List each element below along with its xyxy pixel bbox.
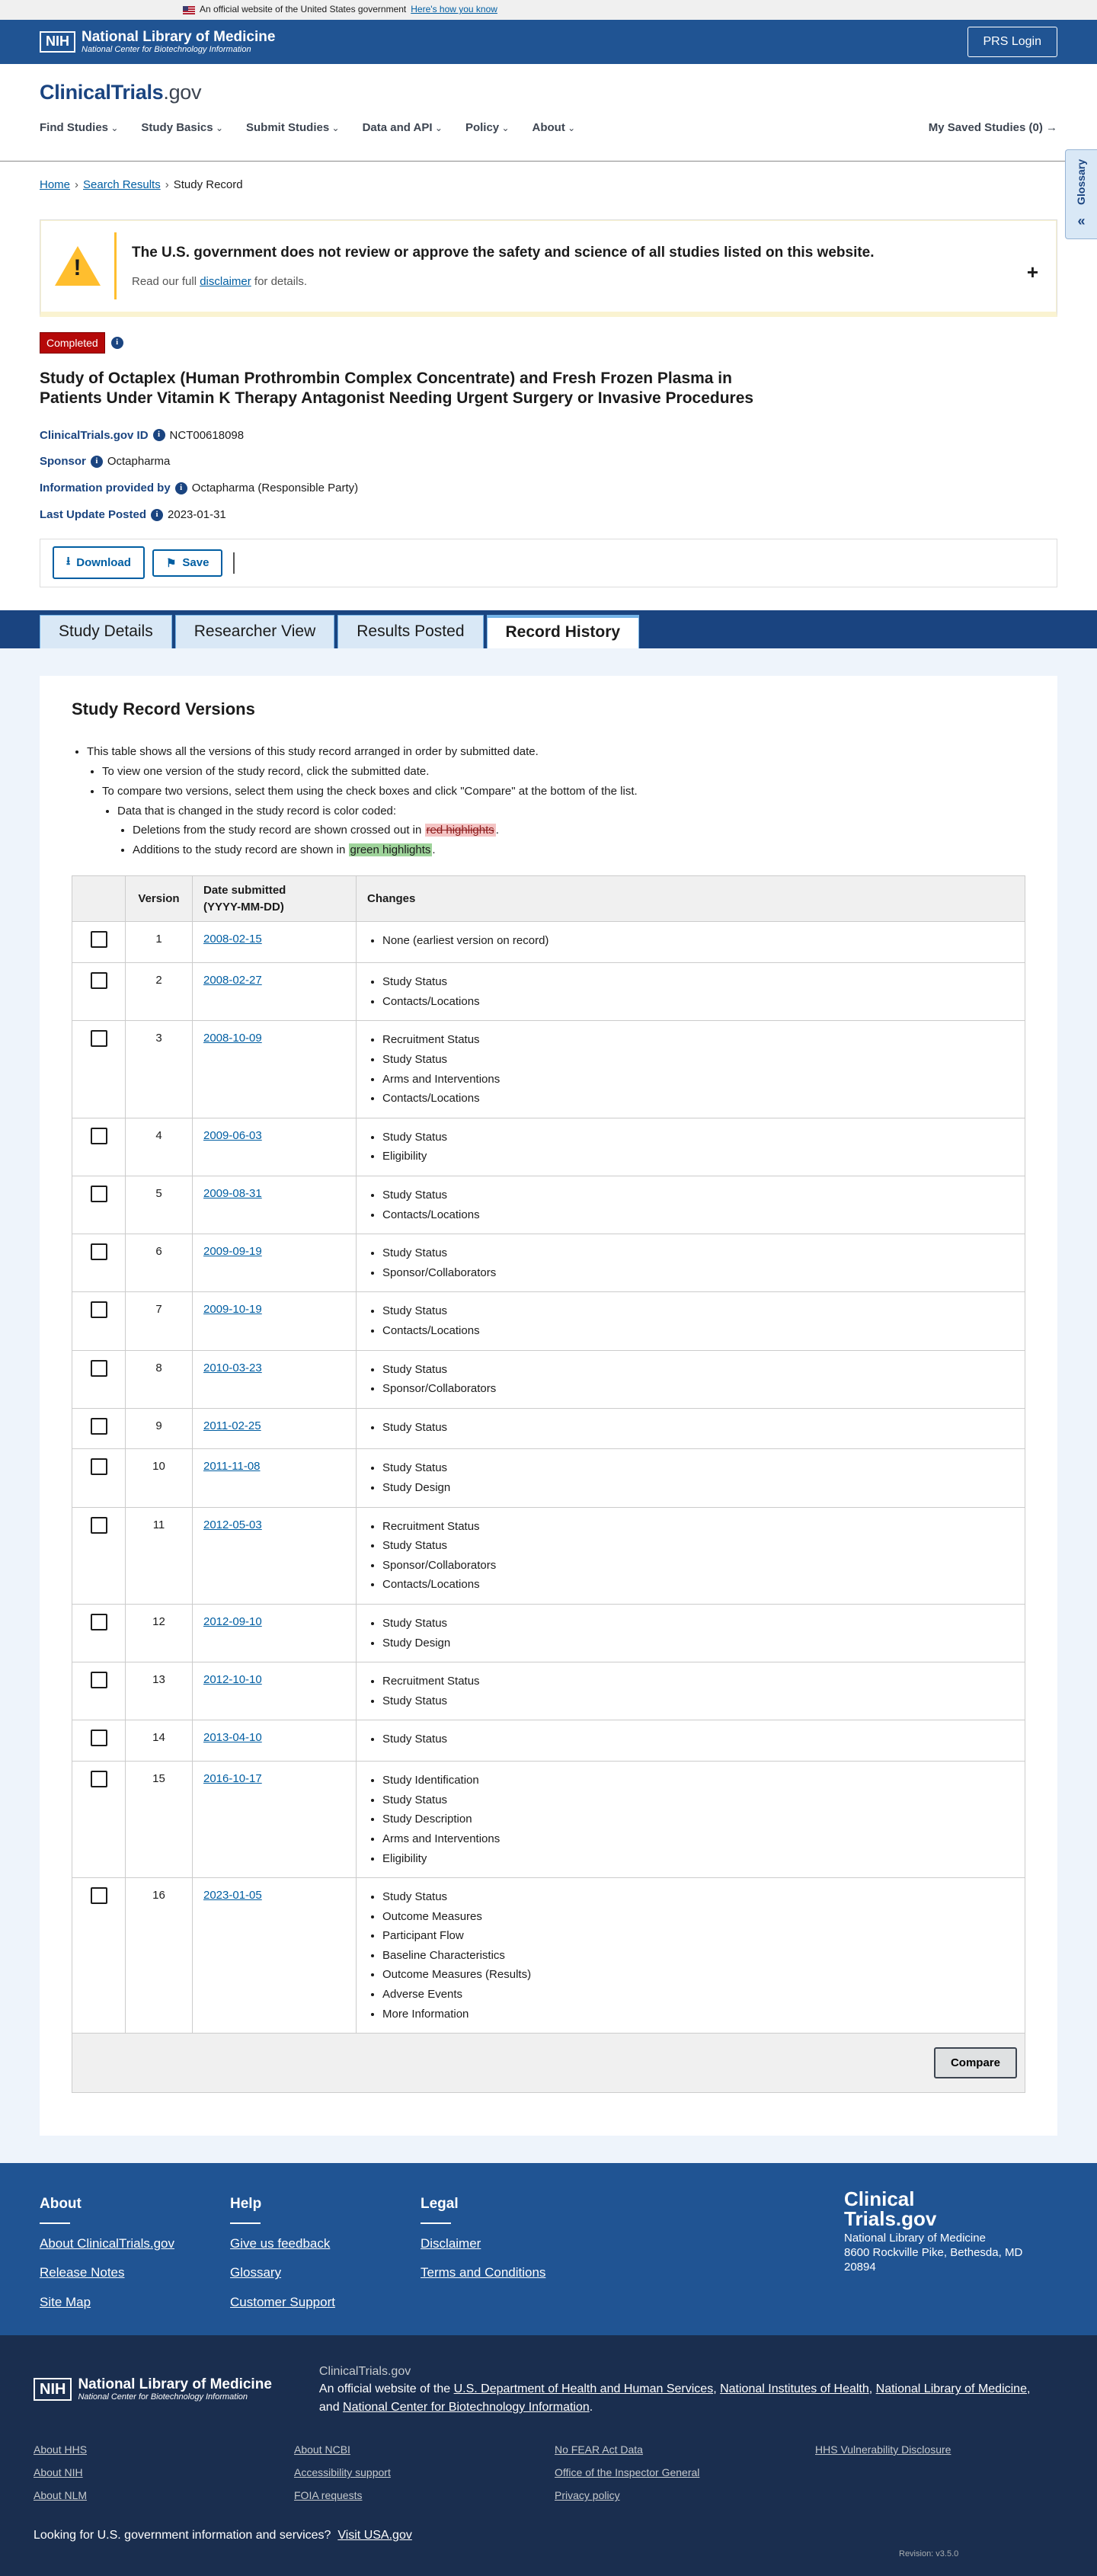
version-date-link[interactable]: 2011-02-25 — [203, 1419, 261, 1432]
change-item: • Study Status — [382, 972, 1014, 992]
version-date-link[interactable]: 2009-06-03 — [203, 1128, 262, 1142]
change-item: • Sponsor/Collaborators — [382, 1379, 1014, 1399]
my-saved-studies-link[interactable]: My Saved Studies (0) → — [928, 121, 1057, 135]
footer-link[interactable]: Site Map — [40, 2295, 91, 2310]
info-icon[interactable]: i — [151, 509, 163, 521]
change-item: • Study Status — [382, 1418, 1014, 1438]
study-title: Study of Octaplex (Human Prothrombin Complex Concentrate) and Fresh Frozen Plasma in Patients Under Vitamin K Therapy Antagonist Needing Urgent Surgery or Invasive Procedures — [40, 370, 754, 408]
table-footer — [72, 2034, 1025, 2093]
footer-link[interactable]: Give us feedback — [230, 2235, 331, 2251]
version-checkbox[interactable] — [91, 1243, 107, 1260]
table-row — [72, 1021, 1025, 1118]
footer-gov-link[interactable]: FOIA requests — [294, 2489, 363, 2502]
footer-gov-link[interactable]: No FEAR Act Data — [555, 2443, 643, 2456]
tab-results-posted[interactable]: Results Posted — [337, 615, 483, 648]
footer-org: Clinical Trials.gov National Library of Medicine 8600 Rockville Pike, Bethesda, MD 20894 — [844, 2189, 1042, 2274]
change-item: • Recruitment Status — [382, 1030, 1014, 1050]
meta-row — [40, 453, 1057, 470]
col-version: Version — [126, 875, 193, 922]
footer-gov-link[interactable]: About NCBI — [294, 2443, 350, 2456]
info-icon[interactable]: i — [153, 429, 165, 441]
table-row — [72, 1720, 1025, 1762]
gov-banner-text: An official website of the United States government — [200, 4, 407, 15]
record-history-panel — [0, 648, 1097, 2164]
status-row — [0, 317, 1097, 354]
changes-list — [367, 1672, 1014, 1710]
meta-row — [40, 427, 1057, 444]
save-button[interactable]: ⚑ Save — [152, 549, 223, 577]
version-date-link[interactable]: 2012-10-10 — [203, 1673, 262, 1687]
version-checkbox[interactable] — [91, 931, 107, 948]
footer-link[interactable]: Disclaimer — [421, 2235, 481, 2251]
divider — [233, 552, 235, 574]
us-flag-icon — [183, 6, 195, 14]
nav-data-and-api[interactable]: Data and API ⌄ — [363, 120, 443, 136]
expand-alert-icon[interactable]: + — [1026, 260, 1038, 283]
change-item: • Study Description — [382, 1810, 1014, 1829]
footer-gov-link[interactable]: About HHS — [34, 2443, 88, 2456]
version-checkbox[interactable] — [91, 1771, 107, 1787]
changes-list — [367, 1458, 1014, 1497]
footer-gov-link[interactable]: Office of the Inspector General — [555, 2466, 700, 2479]
nih-link[interactable]: National Institutes of Health — [720, 2382, 869, 2396]
footer-ct-logo[interactable]: Clinical Trials.gov — [844, 2187, 937, 2231]
nlm-logo[interactable] — [40, 30, 275, 54]
changes-list — [367, 1030, 1014, 1108]
alert-heading: The U.S. government does not review or approve the safety and science of all studies listed on this website. — [132, 244, 875, 261]
nlm-title: National Library of Medicine — [82, 28, 276, 45]
change-item: • Study Status — [382, 1050, 1014, 1070]
version-date-link[interactable]: 2008-02-27 — [203, 974, 262, 987]
version-number: 5 — [126, 1176, 193, 1234]
change-item: • Study Status — [382, 1730, 1014, 1749]
footer-link[interactable]: About ClinicalTrials.gov — [40, 2235, 174, 2251]
changes-list — [367, 1301, 1014, 1340]
meta-label: Sponsor — [40, 455, 86, 469]
change-item: • Contacts/Locations — [382, 1321, 1014, 1341]
clinicaltrials-logo[interactable]: ClinicalTrials.gov — [40, 81, 202, 104]
footer-col-help: Help Give us feedback Glossary Customer Support — [230, 2194, 421, 2335]
nav-submit-studies[interactable]: Submit Studies ⌄ — [246, 120, 340, 136]
change-item: • None (earliest version on record) — [382, 931, 1014, 951]
change-item: • Study Design — [382, 1634, 1014, 1653]
version-date-link[interactable]: 2013-04-10 — [203, 1731, 262, 1745]
nav-about[interactable]: About ⌄ — [533, 120, 576, 136]
change-item: • Outcome Measures — [382, 1907, 1014, 1927]
version-checkbox[interactable] — [91, 1730, 107, 1746]
nlm-link[interactable]: National Library of Medicine — [875, 2382, 1027, 2396]
breadcrumb-home[interactable]: Home — [40, 178, 71, 191]
change-item: • Study Status — [382, 1614, 1014, 1634]
alert-text: Read our full disclaimer for details. — [132, 275, 308, 289]
usa-gov-link[interactable]: Visit USA.gov — [337, 2528, 412, 2542]
change-item: • Arms and Interventions — [382, 1070, 1014, 1090]
download-button[interactable]: ⭳ Download — [53, 546, 145, 579]
version-checkbox[interactable] — [91, 1458, 107, 1475]
table-row — [72, 1234, 1025, 1292]
version-number: 3 — [126, 1021, 193, 1118]
meta-label: ClinicalTrials.gov ID — [40, 428, 149, 442]
footer-col-legal: Legal Disclaimer Terms and Conditions — [421, 2194, 611, 2335]
footer-gov-link[interactable]: Accessibility support — [294, 2466, 391, 2479]
change-item: • Outcome Measures (Results) — [382, 1965, 1014, 1985]
status-badge: Completed — [40, 332, 105, 354]
breadcrumb: Home › Search Results › Study Record — [40, 178, 243, 191]
version-checkbox[interactable] — [91, 1887, 107, 1904]
table-row — [72, 1408, 1025, 1449]
version-date-link[interactable]: 2009-09-19 — [203, 1245, 262, 1259]
version-checkbox[interactable] — [91, 972, 107, 989]
footer-links — [34, 2442, 1063, 2504]
change-item: • Baseline Characteristics — [382, 1946, 1014, 1966]
nav-policy[interactable]: Policy ⌄ — [465, 120, 510, 136]
changes-list — [367, 1418, 1014, 1438]
warning-icon: ! — [55, 246, 101, 286]
version-checkbox[interactable] — [91, 1672, 107, 1688]
nav-study-basics[interactable]: Study Basics ⌄ — [141, 120, 223, 136]
version-date-link[interactable]: 2023-01-05 — [203, 1889, 262, 1902]
table-row — [72, 1662, 1025, 1720]
table-row — [72, 1176, 1025, 1234]
info-icon[interactable]: i — [91, 456, 103, 468]
nlm-subtitle: National Center for Biotechnology Information — [82, 44, 251, 54]
footer-link[interactable]: Customer Support — [230, 2295, 335, 2310]
change-item: • Study Status — [382, 1790, 1014, 1810]
meta-row — [40, 480, 1057, 497]
change-item: • Contacts/Locations — [382, 1205, 1014, 1225]
change-item: • Eligibility — [382, 1147, 1014, 1166]
version-number: 4 — [126, 1118, 193, 1176]
disclaimer-alert — [40, 219, 1057, 317]
gov-banner — [0, 0, 1097, 20]
versions-table — [72, 875, 1025, 2034]
changes-list — [367, 1730, 1014, 1749]
version-checkbox[interactable] — [91, 1360, 107, 1377]
version-date-link[interactable]: 2012-05-03 — [203, 1518, 262, 1531]
main-nav — [40, 120, 1057, 136]
tab-study-details[interactable]: Study Details — [40, 615, 172, 648]
hhs-link[interactable]: U.S. Department of Health and Human Services — [453, 2382, 714, 2396]
download-icon: ⭳ — [66, 555, 71, 568]
info-icon[interactable]: i — [111, 337, 123, 349]
version-checkbox[interactable] — [91, 1128, 107, 1144]
change-item: • Sponsor/Collaborators — [382, 1556, 1014, 1576]
version-checkbox[interactable] — [91, 1301, 107, 1318]
table-row — [72, 1118, 1025, 1176]
version-checkbox[interactable] — [91, 1614, 107, 1630]
meta-value: Octapharma (Responsible Party) — [191, 482, 359, 495]
nih-logo-icon: NIH — [34, 2378, 72, 2401]
changes-list — [367, 1128, 1014, 1166]
green-highlight-sample: green highlights — [350, 843, 431, 857]
breadcrumb-current: Study Record — [173, 178, 243, 191]
changes-list — [367, 972, 1014, 1011]
version-date-link[interactable]: 2008-10-09 — [203, 1032, 262, 1045]
version-number: 9 — [126, 1408, 193, 1449]
change-item: • Study Status — [382, 1691, 1014, 1711]
study-meta — [0, 409, 1097, 523]
footer-gov-link[interactable]: About NLM — [34, 2489, 88, 2502]
change-item: • Study Design — [382, 1478, 1014, 1498]
site-header — [0, 64, 1097, 162]
change-item: • Adverse Events — [382, 1985, 1014, 2005]
change-item: • Eligibility — [382, 1849, 1014, 1869]
version-checkbox[interactable] — [91, 1186, 107, 1202]
disclaimer-link[interactable]: disclaimer — [200, 275, 251, 289]
meta-label: Last Update Posted — [40, 507, 147, 521]
footer-link[interactable]: Glossary — [230, 2265, 282, 2280]
change-item: • Participant Flow — [382, 1926, 1014, 1946]
meta-value: Octapharma — [107, 455, 171, 469]
table-row — [72, 1507, 1025, 1604]
change-item: • Study Status — [382, 1128, 1014, 1147]
version-date-link[interactable]: 2012-09-10 — [203, 1615, 262, 1628]
nih-logo-icon: NIH — [40, 31, 75, 53]
table-row — [72, 963, 1025, 1021]
glossary-tab[interactable] — [1065, 149, 1097, 239]
changes-list — [367, 1243, 1014, 1282]
footer-gov-link[interactable]: Privacy policy — [555, 2489, 620, 2502]
version-checkbox[interactable] — [91, 1418, 107, 1435]
version-number: 14 — [126, 1720, 193, 1762]
change-item: • Study Status — [382, 1536, 1014, 1556]
version-date-link[interactable]: 2008-02-15 — [203, 933, 262, 946]
revision: Revision: v3.5.0 — [899, 2549, 959, 2559]
table-row — [72, 1292, 1025, 1350]
chevron-left-icon: « — [1077, 213, 1086, 229]
footer-primary — [0, 2163, 1097, 2335]
change-item: • Recruitment Status — [382, 1517, 1014, 1537]
version-number: 6 — [126, 1234, 193, 1292]
version-checkbox[interactable] — [91, 1517, 107, 1534]
version-number: 10 — [126, 1449, 193, 1507]
change-item: • Study Status — [382, 1243, 1014, 1263]
red-highlight-sample: red highlights — [426, 824, 494, 837]
change-item: • Recruitment Status — [382, 1672, 1014, 1691]
changes-list — [367, 1517, 1014, 1595]
bookmark-icon: ⚑ — [165, 556, 177, 570]
versions-card — [40, 676, 1057, 2136]
action-bar — [40, 539, 1057, 587]
nav-find-studies[interactable]: Find Studies ⌄ — [40, 120, 118, 136]
meta-row — [40, 507, 1057, 523]
version-number: 15 — [126, 1762, 193, 1878]
change-item: • Study Identification — [382, 1771, 1014, 1790]
change-item: • Sponsor/Collaborators — [382, 1263, 1014, 1283]
change-item: • Study Status — [382, 1887, 1014, 1907]
meta-value: NCT00618098 — [169, 428, 245, 442]
change-item: • Contacts/Locations — [382, 1089, 1014, 1109]
table-row — [72, 1449, 1025, 1507]
official-site-text: ClinicalTrials.gov An official website of the U.S. Department of Health and Human Services, National Institutes of Health, National Library of Medicine, and National Center for Biotechnology Information. — [318, 2365, 1031, 2414]
change-item: • Study Status — [382, 1301, 1014, 1321]
change-item: • Arms and Interventions — [382, 1829, 1014, 1849]
changes-list — [367, 1614, 1014, 1653]
version-date-link[interactable]: 2016-10-17 — [203, 1772, 262, 1786]
compare-button[interactable]: Compare — [934, 2047, 1017, 2078]
info-icon[interactable]: i — [175, 482, 187, 494]
table-row — [72, 1605, 1025, 1662]
version-date-link[interactable]: 2011-11-08 — [203, 1460, 261, 1474]
change-item: • Study Status — [382, 1360, 1014, 1380]
version-number: 16 — [126, 1878, 193, 2034]
ncbi-link[interactable]: National Center for Biotechnology Information — [343, 2400, 590, 2414]
version-number: 13 — [126, 1662, 193, 1720]
study-tabs — [0, 610, 1097, 648]
tab-record-history[interactable]: Record History — [487, 615, 640, 648]
footer-link[interactable]: Release Notes — [40, 2265, 125, 2280]
version-number: 11 — [126, 1507, 193, 1604]
versions-notes: • This table shows all the versions of this study record arranged in order by submitted date. • To view one version of the study record, click the submitted date. • To compare two versions, select them using the check boxes and click "Compare" at the bottom of the list. • Data that is changed in the study record is color coded: • Deletions from the study record are shown crossed out in red highlights . • Additions to the study record are shown in green highlights . — [72, 744, 1025, 859]
version-number: 8 — [126, 1350, 193, 1408]
changes-list — [367, 931, 1014, 951]
changes-list — [367, 1186, 1014, 1224]
footer-secondary — [0, 2335, 1097, 2576]
version-date-link[interactable]: 2010-03-23 — [203, 1361, 262, 1374]
version-checkbox[interactable] — [91, 1030, 107, 1047]
footer-link[interactable]: Terms and Conditions — [421, 2265, 546, 2280]
meta-label: Information provided by — [40, 482, 171, 495]
change-item: • Contacts/Locations — [382, 1575, 1014, 1595]
nlm-bar — [0, 20, 1097, 64]
heres-how-you-know-link[interactable]: Here's how you know — [411, 4, 497, 15]
prs-login-button[interactable]: PRS Login — [967, 27, 1058, 57]
table-row — [72, 1762, 1025, 1878]
footer-gov-link[interactable]: HHS Vulnerability Disclosure — [815, 2443, 951, 2456]
changes-list — [367, 1887, 1014, 2024]
footer-gov-link[interactable]: About NIH — [34, 2466, 83, 2479]
table-row — [72, 1878, 1025, 2034]
change-item: • Contacts/Locations — [382, 992, 1014, 1012]
version-number: 7 — [126, 1292, 193, 1350]
table-row — [72, 1350, 1025, 1408]
tab-researcher-view[interactable]: Researcher View — [175, 615, 335, 648]
table-row — [72, 922, 1025, 963]
change-item: • Study Status — [382, 1458, 1014, 1478]
col-changes: Changes — [357, 875, 1025, 922]
footer-nlm-logo[interactable]: NIH National Library of Medicine National Center for Biotechnology Information — [34, 2363, 272, 2416]
version-number: 12 — [126, 1605, 193, 1662]
changes-list — [367, 1360, 1014, 1399]
versions-heading: Study Record Versions — [72, 699, 255, 718]
usa-gov-text: Looking for U.S. government information and services? Visit USA.gov — [34, 2528, 412, 2542]
change-item: • Study Status — [382, 1186, 1014, 1205]
change-item: • More Information — [382, 2005, 1014, 2024]
meta-value: 2023-01-31 — [168, 507, 226, 521]
breadcrumb-search-results[interactable]: Search Results — [83, 178, 161, 191]
version-number: 1 — [126, 922, 193, 963]
version-number: 2 — [126, 963, 193, 1021]
version-date-link[interactable]: 2009-08-31 — [203, 1186, 262, 1200]
changes-list — [367, 1771, 1014, 1868]
footer-col-about: About About ClinicalTrials.gov Release Notes Site Map — [40, 2194, 230, 2335]
col-date: Date submitted (YYYY-MM-DD) — [193, 875, 357, 922]
version-date-link[interactable]: 2009-10-19 — [203, 1303, 262, 1317]
glossary-label: Glossary — [1075, 159, 1088, 205]
